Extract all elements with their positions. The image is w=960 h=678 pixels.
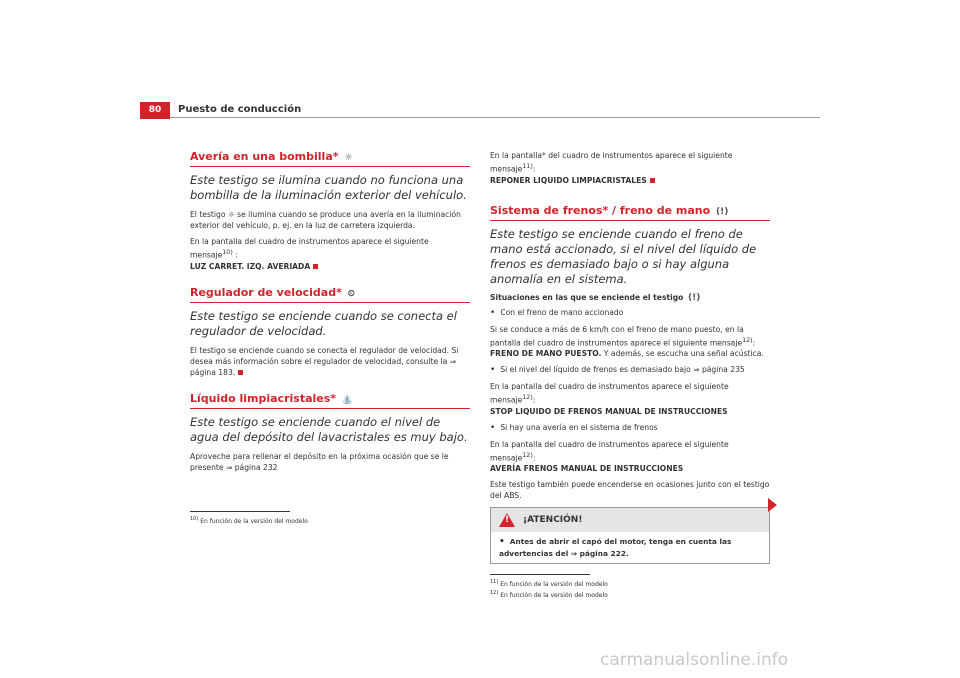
body-text: En la pantalla* del cuadro de instrumentos aparece el siguiente mensaje$^{11)}$: REPONER LIQUIDO LIMPIACRISTALES <box>490 151 733 185</box>
footnote-divider <box>490 574 590 575</box>
section-title-washer: Líquido limpiacristales* ⛲ <box>190 392 470 409</box>
cruise-control-icon: ⏲ <box>347 288 355 299</box>
section-lead-cruise: Este testigo se enciende cuando se conecta el regulador de velocidad. <box>190 308 457 338</box>
subheading: Situaciones en las que se enciende el testigo (!) <box>490 292 701 303</box>
right-column <box>490 150 770 600</box>
chapter-title: Puesto de conducción <box>178 104 302 115</box>
section-title-bulb: Avería en una bombilla* ☼ <box>190 150 470 167</box>
warning-text: • Antes de abrir el capó del motor, tenga en cuenta las advertencias del ⇒ página 222. <box>491 532 769 563</box>
left-column <box>190 150 470 526</box>
bullet-item: • Si el nivel del líquido de frenos es demasiado bajo ⇒ página 235 <box>490 364 770 376</box>
body-text: El testigo ☼ se ilumina cuando se produce una avería en la iluminación exterior del vehículo, p. ej. en la luz de carretera izquierda. <box>190 210 461 230</box>
washer-fluid-icon: ⛲ <box>341 394 354 405</box>
body-text: El testigo se enciende cuando se conecta el regulador de velocidad. Si desea más información sobre el regulador de velocidad, consulte la ⇒ página 183. <box>190 345 459 377</box>
end-marker <box>313 264 318 269</box>
body-text: En la pantalla del cuadro de instrumentos aparece el siguiente mensaje$^{12)}$: STOP LIQUIDO DE FRENOS MANUAL DE INSTRUCCIONES <box>490 382 729 416</box>
footnote: $^{12)}$ En función de la versión del modelo <box>490 590 608 600</box>
page-number: 80 <box>140 102 170 119</box>
section-lead-brakes: Este testigo se enciende cuando el freno de mano está accionado, si el nivel del líquido de frenos es demasiado bajo o si hay alguna anomalía en el sistema. <box>490 226 757 286</box>
section-title-brakes: Sistema de frenos* / freno de mano (!) <box>490 204 770 221</box>
bullet-item: • Con el freno de mano accionado <box>490 307 770 319</box>
body-text: Aproveche para rellenar el depósito en la próxima ocasión que se le presente ⇒ página 232 <box>190 451 449 472</box>
brake-warning-icon: (!) <box>688 292 701 303</box>
watermark: carmanualsonline.info <box>600 650 789 670</box>
bullet-item: • Si hay una avería en el sistema de frenos <box>490 422 770 434</box>
body-text: En la pantalla del cuadro de instrumentos aparece el siguiente mensaje$^{12)}$: AVERÍA FRENOS MANUAL DE INSTRUCCIONES <box>490 439 729 474</box>
body-text: Este testigo también puede encenderse en ocasiones junto con el testigo del ABS. <box>490 480 770 501</box>
body-text: En la pantalla del cuadro de instrumentos aparece el siguiente mensaje$^{10)}$ : LUZ CARRET. IZQ. AVERIADA <box>190 237 429 271</box>
footnote-divider <box>190 511 290 512</box>
next-page-arrow-icon[interactable] <box>768 498 777 512</box>
header-divider <box>170 117 820 118</box>
footnote: $^{11)}$ En función de la versión del modelo <box>490 579 608 589</box>
body-text: Si se conduce a más de 6 km/h con el freno de mano puesto, en la pantalla del cuadro de instrumentos aparece el siguiente mensaje$^{12)}$: FRENO DE MANO PUESTO. Y además, se escucha una señal acústica. <box>490 324 764 359</box>
section-lead-washer: Este testigo se enciende cuando el nivel de agua del depósito del lavacristales es muy bajo. <box>190 414 468 444</box>
warning-box <box>490 507 770 564</box>
warning-title: ¡ATENCIÓN! <box>523 515 583 526</box>
end-marker <box>238 370 243 375</box>
brake-warning-icon: (!) <box>716 206 729 217</box>
end-marker <box>650 178 655 183</box>
footnote: $^{10)}$ En función de la versión del modelo <box>190 515 308 525</box>
warning-triangle-icon: ! <box>499 513 515 527</box>
section-title-cruise: Regulador de velocidad* ⏲ <box>190 286 470 303</box>
bulb-warning-icon: ☼ <box>344 153 353 163</box>
section-lead-bulb: Este testigo se ilumina cuando no funciona una bombilla de la iluminación exterior del vehículo. <box>190 173 467 202</box>
